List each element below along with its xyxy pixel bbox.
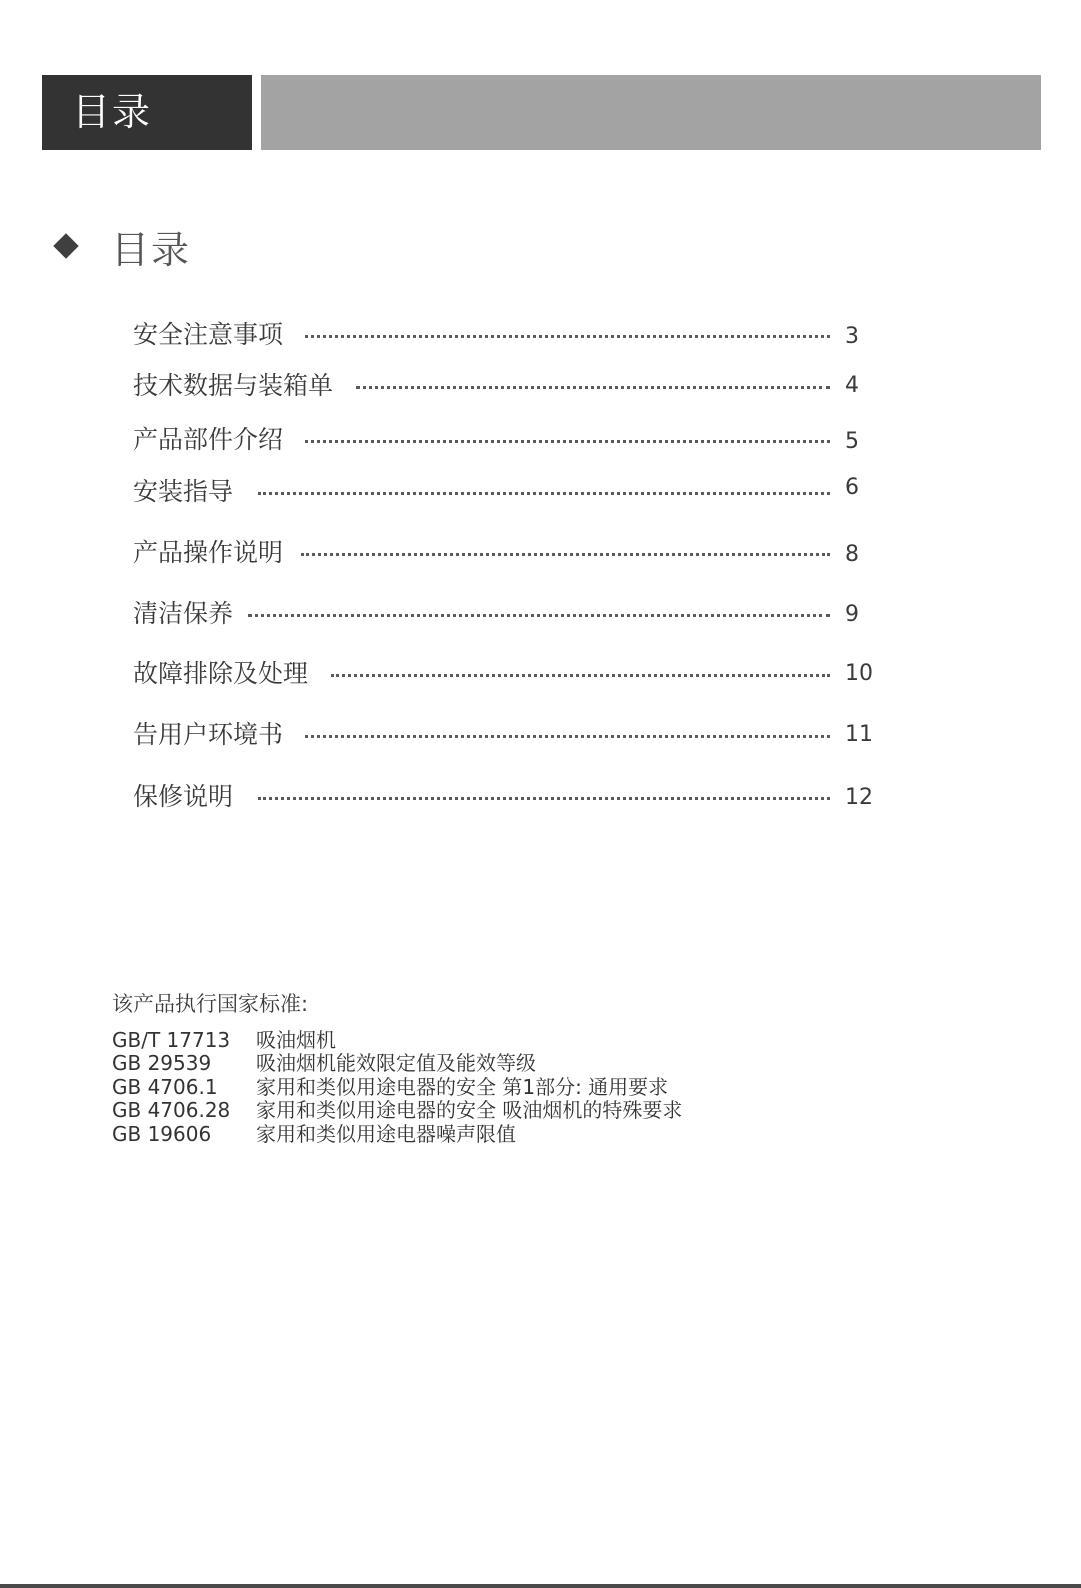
toc-entry-page: 12 [845, 785, 873, 810]
toc-entry-page: 9 [845, 602, 859, 627]
standard-description: 家用和类似用途电器的安全 第1部分: 通用要求 [256, 1075, 669, 1099]
section-heading [52, 218, 191, 274]
standard-code: GB 19606 [112, 1122, 212, 1146]
standard-code: GB 4706.28 [112, 1098, 231, 1122]
toc-entry-title: 技术数据与装箱单 [133, 371, 334, 400]
toc-entry[interactable] [133, 533, 893, 573]
toc-leader-dots [301, 553, 830, 556]
toc-leader-dots [305, 735, 830, 738]
toc-entry-page: 4 [845, 373, 859, 398]
section-title: 目录 [111, 227, 192, 272]
header-gray-bar [261, 75, 1041, 150]
toc-entry-title: 安全注意事项 [133, 320, 284, 349]
toc-entry-page: 3 [845, 324, 859, 349]
toc-entry-title: 产品部件介绍 [133, 425, 284, 454]
standard-description: 家用和类似用途电器的安全 吸油烟机的特殊要求 [256, 1098, 683, 1122]
toc-leader-dots [305, 440, 830, 443]
toc-entry[interactable] [133, 472, 893, 512]
bottom-border-line [0, 1584, 1081, 1588]
toc-leader-dots [258, 492, 830, 495]
toc-entry[interactable] [133, 654, 893, 694]
toc-entry[interactable] [133, 715, 893, 755]
toc-entry-page: 6 [845, 475, 859, 500]
toc-entry[interactable] [133, 315, 893, 355]
toc-leader-dots [258, 797, 830, 800]
standard-description: 吸油烟机 [256, 1028, 336, 1052]
header-title: 目录 [72, 90, 153, 134]
toc-entry-page: 10 [845, 661, 873, 686]
toc-entry[interactable] [133, 366, 893, 406]
standard-code: GB/T 17713 [112, 1028, 231, 1052]
standard-description: 家用和类似用途电器噪声限值 [256, 1122, 516, 1146]
toc-entry-title: 告用户环境书 [133, 720, 284, 749]
toc-entry[interactable] [133, 777, 893, 817]
toc-entry-page: 11 [845, 722, 873, 747]
toc-entry-title: 安装指导 [133, 477, 234, 506]
toc-leader-dots [248, 614, 830, 617]
standards-intro: 该产品执行国家标准: [112, 992, 309, 1016]
toc-entry-page: 5 [845, 429, 859, 454]
toc-entry-title: 清洁保养 [133, 599, 234, 628]
toc-entry[interactable] [133, 420, 893, 460]
standard-code: GB 4706.1 [112, 1075, 218, 1099]
toc-entry-title: 故障排除及处理 [133, 659, 309, 688]
toc-entry[interactable] [133, 594, 893, 634]
toc-leader-dots [305, 335, 830, 338]
toc-entry-title: 保修说明 [133, 782, 234, 811]
diamond-bullet-icon [53, 233, 78, 258]
toc-leader-dots [356, 386, 830, 389]
standard-code: GB 29539 [112, 1051, 212, 1075]
standard-description: 吸油烟机能效限定值及能效等级 [256, 1051, 536, 1075]
toc-leader-dots [331, 674, 830, 677]
toc-entry-page: 8 [845, 542, 859, 567]
header-title-block [42, 75, 252, 150]
toc-entry-title: 产品操作说明 [133, 538, 284, 567]
